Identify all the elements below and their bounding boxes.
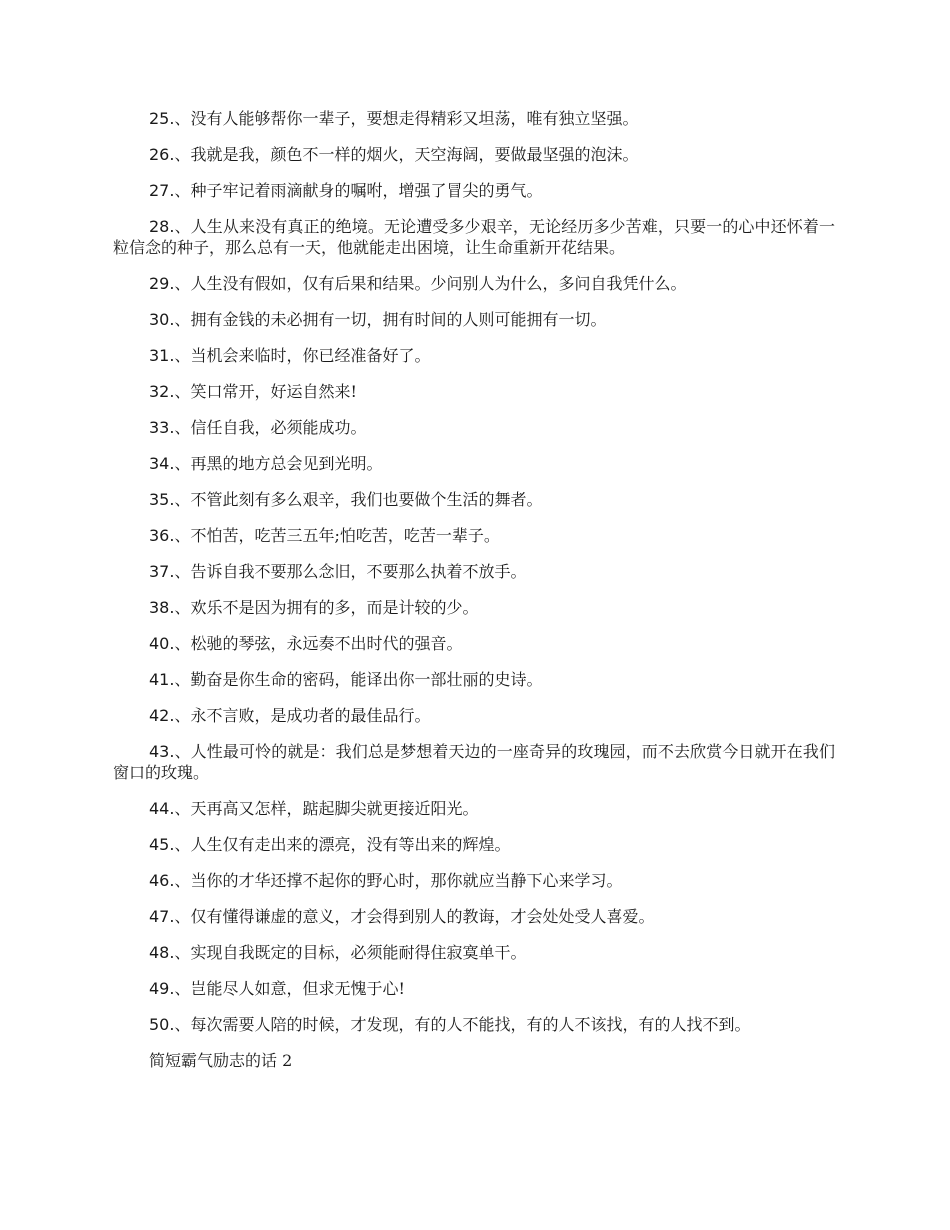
quote-paragraph: [113, 906, 835, 927]
quote-paragraph: [113, 597, 835, 618]
quote-text: 、不管此刻有多么艰辛，我们也要做个生活的舞者。: [174, 490, 543, 509]
quote-number: 47.: [149, 907, 175, 926]
quote-text: 、欢乐不是因为拥有的多，而是计较的少。: [174, 598, 479, 617]
quote-number: 34.: [149, 454, 175, 473]
quote-number: 50.: [149, 1015, 175, 1034]
section-heading: 简短霸气励志的话 2: [149, 1051, 293, 1070]
quote-number: 29.: [149, 274, 175, 293]
quote-text: 、再黑的地方总会见到光明。: [174, 454, 383, 473]
quote-text: 、没有人能够帮你一辈子，要想走得精彩又坦荡，唯有独立坚强。: [174, 109, 639, 128]
quote-paragraph: [113, 108, 835, 129]
quote-text: 、勤奋是你生命的密码，能译出你一部壮丽的史诗。: [174, 670, 543, 689]
quote-text: 、信任自我，必须能成功。: [174, 418, 367, 437]
quote-paragraph: [113, 705, 835, 726]
quote-number: 30.: [149, 310, 175, 329]
quote-paragraph: [113, 453, 835, 474]
quote-paragraph: [113, 273, 835, 294]
quote-text: 、当你的才华还撑不起你的野心时，那你就应当静下心来学习。: [174, 871, 623, 890]
quote-paragraph: [113, 669, 835, 690]
quote-paragraph: [113, 309, 835, 330]
document-content: [113, 108, 835, 1071]
quote-text: 、人生仅有走出来的漂亮，没有等出来的辉煌。: [174, 835, 511, 854]
quote-number: 41.: [149, 670, 175, 689]
quote-text: 、不怕苦，吃苦三五年;怕吃苦，吃苦一辈子。: [174, 526, 500, 545]
quote-paragraph: [113, 870, 835, 891]
quote-text: 、实现自我既定的目标，必须能耐得住寂寞单干。: [174, 943, 527, 962]
quote-number: 44.: [149, 799, 175, 818]
quote-text: 、当机会来临时，你已经准备好了。: [174, 346, 431, 365]
quote-number: 38.: [149, 598, 175, 617]
quote-number: 37.: [149, 562, 175, 581]
quote-number: 40.: [149, 634, 175, 653]
quote-paragraph: [113, 633, 835, 654]
quote-number: 31.: [149, 346, 175, 365]
quote-paragraph: [113, 834, 835, 855]
quote-number: 36.: [149, 526, 175, 545]
quote-paragraph: [113, 798, 835, 819]
quote-text: 、种子牢记着雨滴献身的嘱咐，增强了冒尖的勇气。: [174, 181, 543, 200]
quote-number: 49.: [149, 979, 175, 998]
quote-paragraph: [113, 180, 835, 201]
quote-paragraph: [113, 417, 835, 438]
quote-number: 33.: [149, 418, 175, 437]
quote-paragraph: [113, 216, 835, 258]
quote-number: 45.: [149, 835, 175, 854]
quote-text: 、永不言败，是成功者的最佳品行。: [174, 706, 431, 725]
quote-text: 、松驰的琴弦，永远奏不出时代的强音。: [174, 634, 463, 653]
quote-text: 、拥有金钱的未必拥有一切，拥有时间的人则可能拥有一切。: [174, 310, 607, 329]
quote-number: 25.: [149, 109, 175, 128]
quote-text: 、笑口常开，好运自然来!: [174, 382, 357, 401]
quote-text: 、天再高又怎样，踮起脚尖就更接近阳光。: [174, 799, 479, 818]
quote-paragraph: [113, 144, 835, 165]
quote-paragraph: [113, 561, 835, 582]
quote-text: 、岂能尽人如意，但求无愧于心!: [174, 979, 405, 998]
quote-paragraph: [113, 489, 835, 510]
quote-paragraph: [113, 741, 835, 783]
quote-paragraph: [113, 1014, 835, 1035]
quote-paragraph: [113, 381, 835, 402]
quote-paragraph: [113, 345, 835, 366]
quote-number: 27.: [149, 181, 175, 200]
quote-number: 48.: [149, 943, 175, 962]
quote-number: 43.: [149, 742, 175, 761]
quote-text: 、仅有懂得谦虚的意义，才会得到别人的教诲，才会处处受人喜爱。: [174, 907, 655, 926]
quote-text: 、我就是我，颜色不一样的烟火，天空海阔，要做最坚强的泡沫。: [174, 145, 639, 164]
quote-paragraph: [113, 525, 835, 546]
quote-number: 32.: [149, 382, 175, 401]
quote-paragraph: [113, 978, 835, 999]
quote-number: 26.: [149, 145, 175, 164]
quote-number: 46.: [149, 871, 175, 890]
quote-text: 、人生没有假如，仅有后果和结果。少问别人为什么，多问自我凭什么。: [174, 274, 687, 293]
quote-list: [113, 108, 835, 1035]
quote-number: 28.: [149, 217, 175, 236]
quote-paragraph: [113, 942, 835, 963]
quote-text: 、人性最可怜的就是：我们总是梦想着天边的一座奇异的玫瑰园，而不去欣赏今日就开在我们窗口的玫瑰。: [113, 742, 835, 782]
quote-number: 42.: [149, 706, 175, 725]
quote-text: 、人生从来没有真正的绝境。无论遭受多少艰辛，无论经历多少苦难，只要一的心中还怀着一粒信念的种子，那么总有一天，他就能走出困境，让生命重新开花结果。: [113, 217, 835, 257]
quote-text: 、每次需要人陪的时候，才发现，有的人不能找，有的人不该找，有的人找不到。: [174, 1015, 751, 1034]
quote-number: 35.: [149, 490, 175, 509]
quote-text: 、告诉自我不要那么念旧，不要那么执着不放手。: [174, 562, 527, 581]
